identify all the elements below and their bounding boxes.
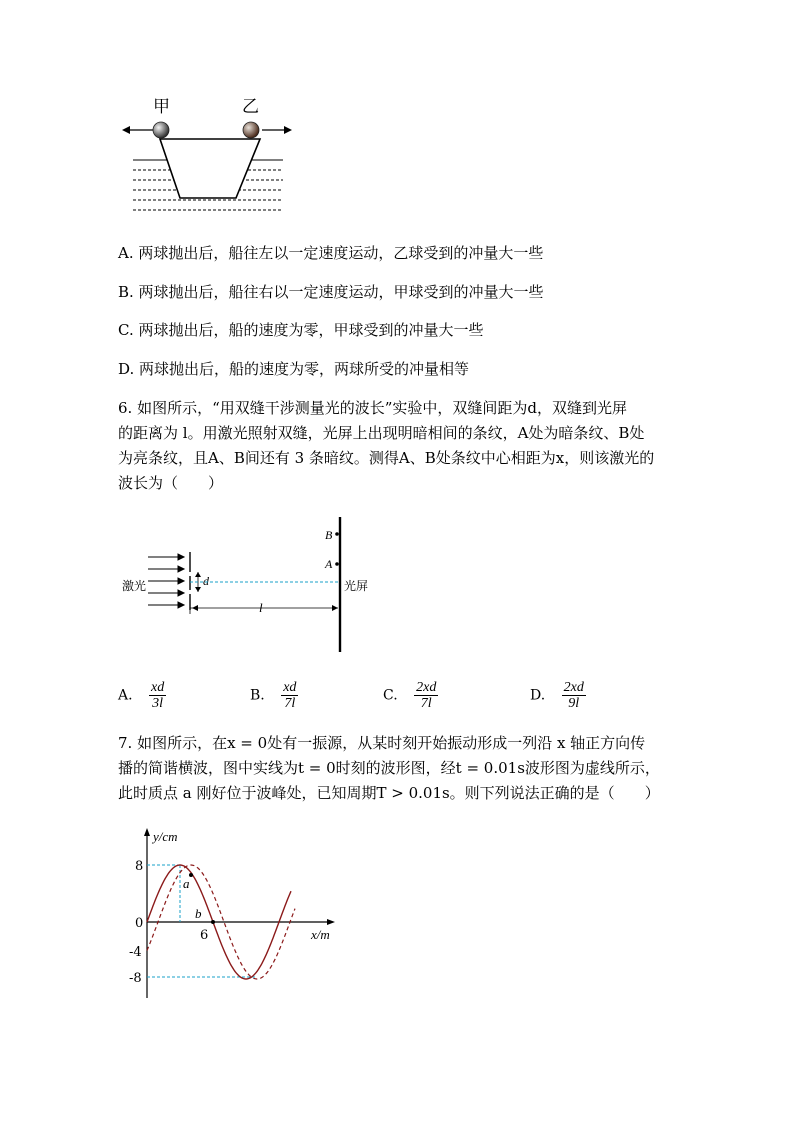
label-screen: 光屏 — [344, 579, 369, 593]
label-point-b: b — [195, 906, 202, 921]
q5-option-d: D. 两球抛出后，船的速度为零，两球所受的冲量相等 — [118, 360, 470, 378]
q6-option-b: B. $\frac{xd}{7l}$ — [250, 680, 297, 711]
q6-line-2: 的距离为 l。用激光照射双缝，光屏上出现明暗相间的条纹，A处为暗条纹、B处 — [118, 424, 645, 442]
q5-option-a: A. 两球抛出后，船往左以一定速度运动，乙球受到的冲量大一些 — [118, 244, 544, 262]
boat-figure — [118, 92, 298, 217]
q5-option-c: C. 两球抛出后，船的速度为零，甲球受到的冲量大一些 — [118, 321, 484, 339]
label-point-a: a — [183, 876, 190, 891]
q6-line-1: 6. 如图所示，“用双缝干涉测量光的波长”实验中，双缝间距为d，双缝到光屏 — [118, 399, 628, 417]
q7-line-1: 7. 如图所示，在x = 0处有一振源，从某时刻开始振动形成一列沿 x 轴正方向传 — [118, 734, 646, 752]
y-tick-neg4: -4 — [129, 945, 142, 960]
y-axis-label: y/cm — [153, 829, 178, 844]
q6-line-3: 为亮条纹，且A、B间还有 3 条暗纹。测得A、B处条纹中心相距为x，则该激光的 — [118, 449, 655, 467]
x-axis-label: x/m — [311, 927, 330, 942]
x-tick-6: 6 — [200, 928, 209, 943]
label-jia: 甲 — [153, 97, 170, 117]
label-laser: 激光 — [122, 579, 147, 593]
label-A: A — [325, 557, 333, 571]
q7-line-3: 此时质点 a 刚好位于波峰处，已知周期T > 0.01s。则下列说法正确的是（ ） — [118, 784, 660, 802]
q6-line-4: 波长为（ ） — [118, 474, 224, 492]
ball-jia — [153, 122, 169, 138]
label-yi: 乙 — [242, 97, 259, 117]
y-tick-0: 0 — [135, 916, 144, 931]
q5-option-b: B. 两球抛出后，船往右以一定速度运动，甲球受到的冲量大一些 — [118, 283, 544, 301]
q6-option-c: C. $\frac{2xd}{7l}$ — [383, 680, 437, 711]
point-a — [189, 873, 193, 877]
label-d: d — [203, 574, 209, 588]
label-B: B — [325, 528, 333, 542]
y-tick-8: 8 — [135, 859, 144, 874]
q6-option-d: D. $\frac{2xd}{9l}$ — [530, 680, 584, 711]
double-slit-figure — [118, 512, 388, 657]
label-l: l — [259, 600, 263, 615]
wave-graph — [125, 826, 340, 1001]
y-tick-neg8: -8 — [129, 971, 142, 986]
q6-option-a: A. $\frac{xd}{3l}$ — [118, 680, 165, 711]
point-b — [211, 920, 215, 924]
boat-hull — [160, 139, 260, 198]
ball-yi — [243, 122, 259, 138]
q7-line-2: 播的简谐横波，图中实线为t = 0时刻的波形图，经t = 0.01s波形图为虚线所示， — [118, 759, 660, 777]
